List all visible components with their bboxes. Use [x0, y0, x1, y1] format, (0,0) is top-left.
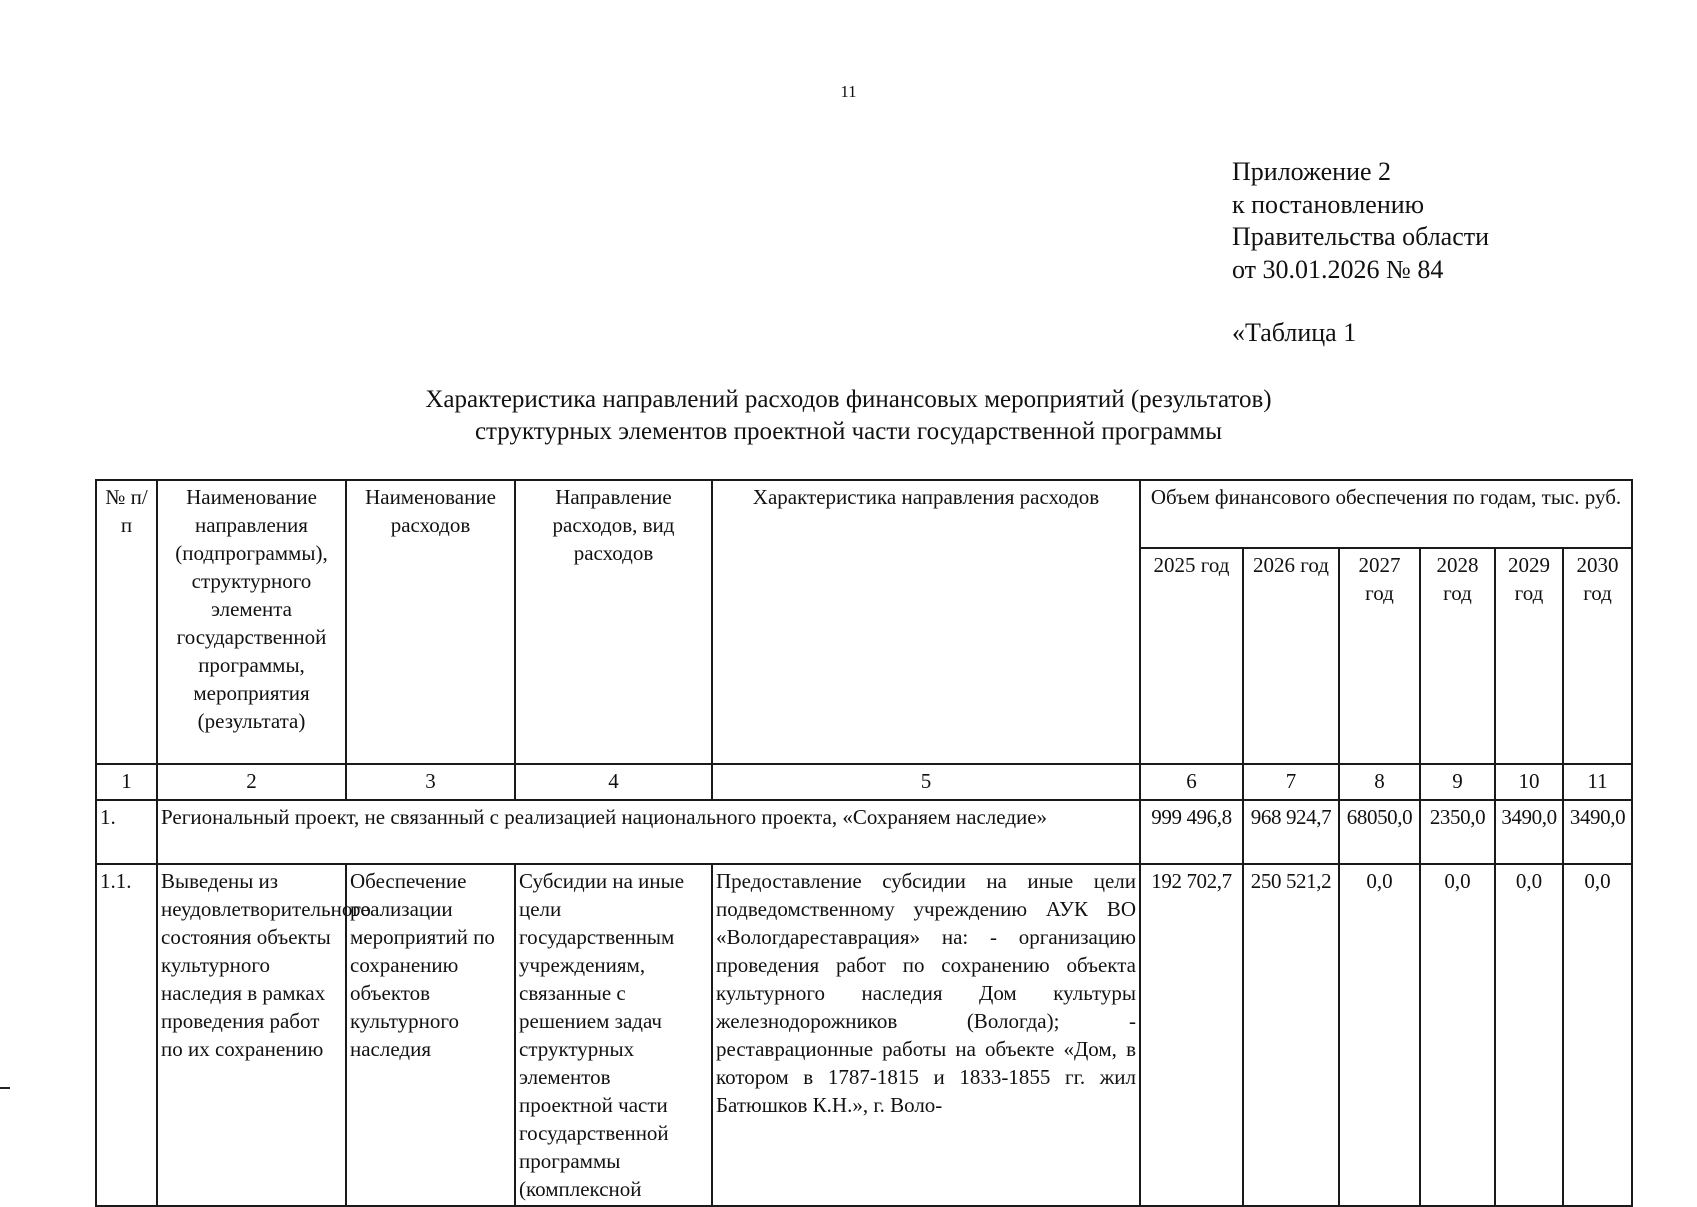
project-name: Региональный проект, не связанный с реализацией национального проекта, «Сохраняем наследие»	[157, 800, 1140, 864]
value-2027: 0,0	[1339, 864, 1420, 1206]
value-2025: 192 702,7	[1140, 864, 1243, 1206]
column-number: 5	[712, 764, 1140, 800]
header-year: 2027 год	[1339, 548, 1420, 764]
table-row	[96, 864, 1632, 1206]
expense-direction-cell: Субсидии на иные цели государственным учреждениям, связанные с решением задач структурных элементов проектной части государственной программы (комплексной	[515, 864, 712, 1206]
column-number: 8	[1339, 764, 1420, 800]
column-number: 3	[346, 764, 515, 800]
column-number-row	[96, 764, 1632, 800]
column-number: 7	[1243, 764, 1339, 800]
characteristic-cell: Предоставление субсидии на иные цели подведомственному учреждению АУК ВО «Вологдареставрация» на: - организацию проведения работ по сохранению объекта культурного наследия Дом культуры железнодорожников (Вологда); - реставрационные работы на объекте «Дом, в котором в 1787-1815 и 1833-1855 гг. жил Батюшков К.Н.», г. Воло-	[712, 864, 1140, 1206]
header-num: № п/п	[96, 480, 157, 764]
value-2028: 0,0	[1420, 864, 1495, 1206]
header-year: 2030 год	[1563, 548, 1632, 764]
column-number: 11	[1563, 764, 1632, 800]
appendix-line: Приложение 2	[1232, 157, 1392, 186]
expense-table	[95, 479, 1633, 1207]
direction-cell: Выведены из неудовлетворительного состояния объекты культурного наследия в рамках проведения работ по их сохранению	[157, 864, 346, 1206]
value-2030: 3490,0	[1563, 800, 1632, 864]
header-volume: Объем финансового обеспечения по годам, тыс. руб.	[1140, 480, 1632, 548]
appendix-line: Правительства области	[1232, 222, 1490, 251]
header-direction: Наименование направления (подпрограммы), структурного элемента государственной программы, мероприятия (результата)	[157, 480, 346, 764]
value-2026: 250 521,2	[1243, 864, 1339, 1206]
value-2029: 0,0	[1495, 864, 1563, 1206]
value-2029: 3490,0	[1495, 800, 1563, 864]
column-number: 10	[1495, 764, 1563, 800]
title-line: Характеристика направлений расходов финансовых мероприятий (результатов)	[425, 386, 1272, 413]
page-number: 11	[840, 82, 857, 101]
title-line: структурных элементов проектной части государственной программы	[474, 418, 1223, 445]
column-number: 2	[157, 764, 346, 800]
appendix-line: от 30.01.2026 № 84	[1232, 254, 1444, 284]
header-year: 2025 год	[1140, 548, 1243, 764]
header-year: 2029 год	[1495, 548, 1563, 764]
row-number: 1.1.	[96, 864, 157, 1206]
value-2028: 2350,0	[1420, 800, 1495, 864]
value-2026: 968 924,7	[1243, 800, 1339, 864]
column-number: 9	[1420, 764, 1495, 800]
header-year: 2026 год	[1243, 548, 1339, 764]
value-2025: 999 496,8	[1140, 800, 1243, 864]
document-title	[0, 384, 1697, 448]
value-2030: 0,0	[1563, 864, 1632, 1206]
row-number: 1.	[96, 800, 157, 864]
header-characteristic: Характеристика направления расходов	[712, 480, 1140, 764]
expense-name-cell: Обеспечение реализации мероприятий по сохранению объектов культурного наследия	[346, 864, 515, 1206]
margin-mark	[0, 1087, 10, 1089]
header-expense-direction: Направление расходов, вид расходов	[515, 480, 712, 764]
appendix-line: к постановлению	[1232, 189, 1425, 219]
appendix-block	[1232, 156, 1489, 286]
column-number: 1	[96, 764, 157, 800]
column-number: 6	[1140, 764, 1243, 800]
value-2027: 68050,0	[1339, 800, 1420, 864]
header-expense-name: Наименование расходов	[346, 480, 515, 764]
table-row	[96, 800, 1632, 864]
table-label: «Таблица 1	[1232, 318, 1357, 347]
header-year: 2028 год	[1420, 548, 1495, 764]
column-number: 4	[515, 764, 712, 800]
